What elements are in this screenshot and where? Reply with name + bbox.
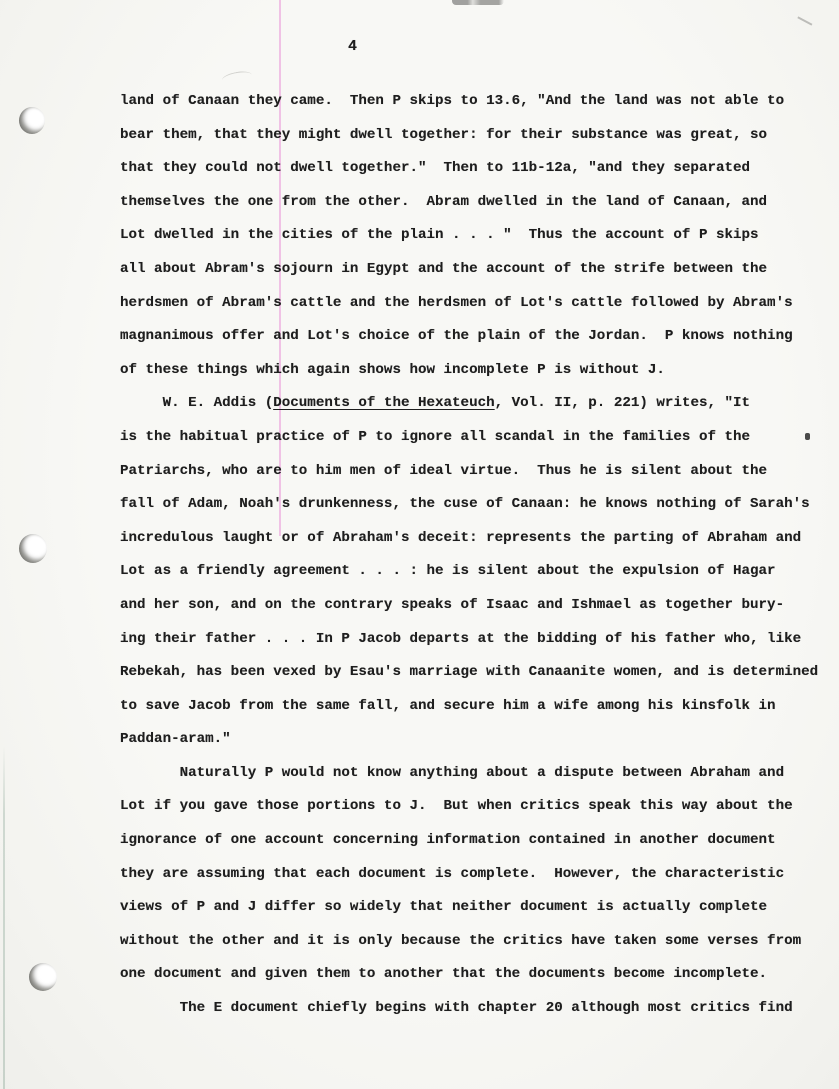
- text-line: incredulous laught or of Abraham's deceit: represents the parting of Abraham and: [120, 529, 802, 546]
- text-line: ing their father . . . In P Jacob departs at the bidding of his father who, like: [120, 630, 802, 647]
- crease-mark: [221, 69, 253, 86]
- text-line: Naturally P would not know anything about a dispute between Abraham and: [120, 764, 785, 781]
- text-line: W. E. Addis (Documents of the Hexateuch, Vol. II, p. 221) writes, "It: [120, 395, 751, 412]
- hole-punch-bottom: [29, 963, 57, 991]
- text-line: Lot if you gave those portions to J. But when critics speak this way about the: [120, 798, 793, 815]
- text-line: and her son, and on the contrary speaks of Isaac and Ishmael as together bury-: [120, 596, 785, 613]
- text-line: to save Jacob from the same fall, and secure him a wife among his kinsfolk in: [120, 697, 776, 714]
- text-line: is the habitual practice of P to ignore all scandal in the families of the: [120, 428, 751, 445]
- text-line: that they could not dwell together." Then to 11b-12a, "and they separated: [120, 160, 751, 177]
- text-line: ignorance of one account concerning information contained in another document: [120, 832, 776, 849]
- scratch-mark: [798, 16, 813, 25]
- text-line: of these things which again shows how incomplete P is without J.: [120, 361, 665, 378]
- text-line: bear them, that they might dwell together: for their substance was great, so: [120, 126, 768, 143]
- paper-edge-line: [3, 745, 5, 1089]
- hole-punch-top: [19, 107, 45, 134]
- text-line: one document and given them to another that the documents become incomplete.: [120, 966, 768, 983]
- text-line: magnanimous offer and Lot's choice of the plain of the Jordan. P knows nothing: [120, 328, 793, 345]
- text-line: views of P and J differ so widely that neither document is actually complete: [120, 899, 768, 916]
- text-line: land of Canaan they came. Then P skips to 13.6, "And the land was not able to: [120, 93, 785, 109]
- scan-smudge-top: [452, 0, 504, 5]
- text-line: herdsmen of Abram's cattle and the herdsmen of Lot's cattle followed by Abram's: [120, 294, 793, 311]
- text-line: Lot dwelled in the cities of the plain . . . " Thus the account of P skips: [120, 227, 759, 244]
- text-line: they are assuming that each document is complete. However, the characteristic: [120, 865, 785, 882]
- text-line: all about Abram's sojourn in Egypt and the account of the strife between the: [120, 260, 768, 277]
- text-line: Lot as a friendly agreement . . . : he is silent about the expulsion of Hagar: [120, 563, 776, 580]
- typed-text: [120, 85, 839, 1026]
- page-number: 4: [348, 38, 358, 55]
- text-line: fall of Adam, Noah's drunkenness, the cuse of Canaan: he knows nothing of Sarah's: [120, 496, 810, 513]
- text-line: The E document chiefly begins with chapter 20 although most critics find: [120, 1000, 793, 1017]
- text-line: themselves the one from the other. Abram dwelled in the land of Canaan, and: [120, 193, 768, 210]
- text-line: Paddan-aram.": [120, 731, 231, 748]
- text-line: without the other and it is only because the critics have taken some verses from: [120, 932, 802, 949]
- text-line: Patriarchs, who are to him men of ideal virtue. Thus he is silent about the: [120, 462, 768, 479]
- hole-punch-middle: [19, 534, 47, 563]
- ink-dot: [805, 433, 810, 440]
- text-line: Rebekah, has been vexed by Esau's marriage with Canaanite women, and is determined: [120, 664, 819, 681]
